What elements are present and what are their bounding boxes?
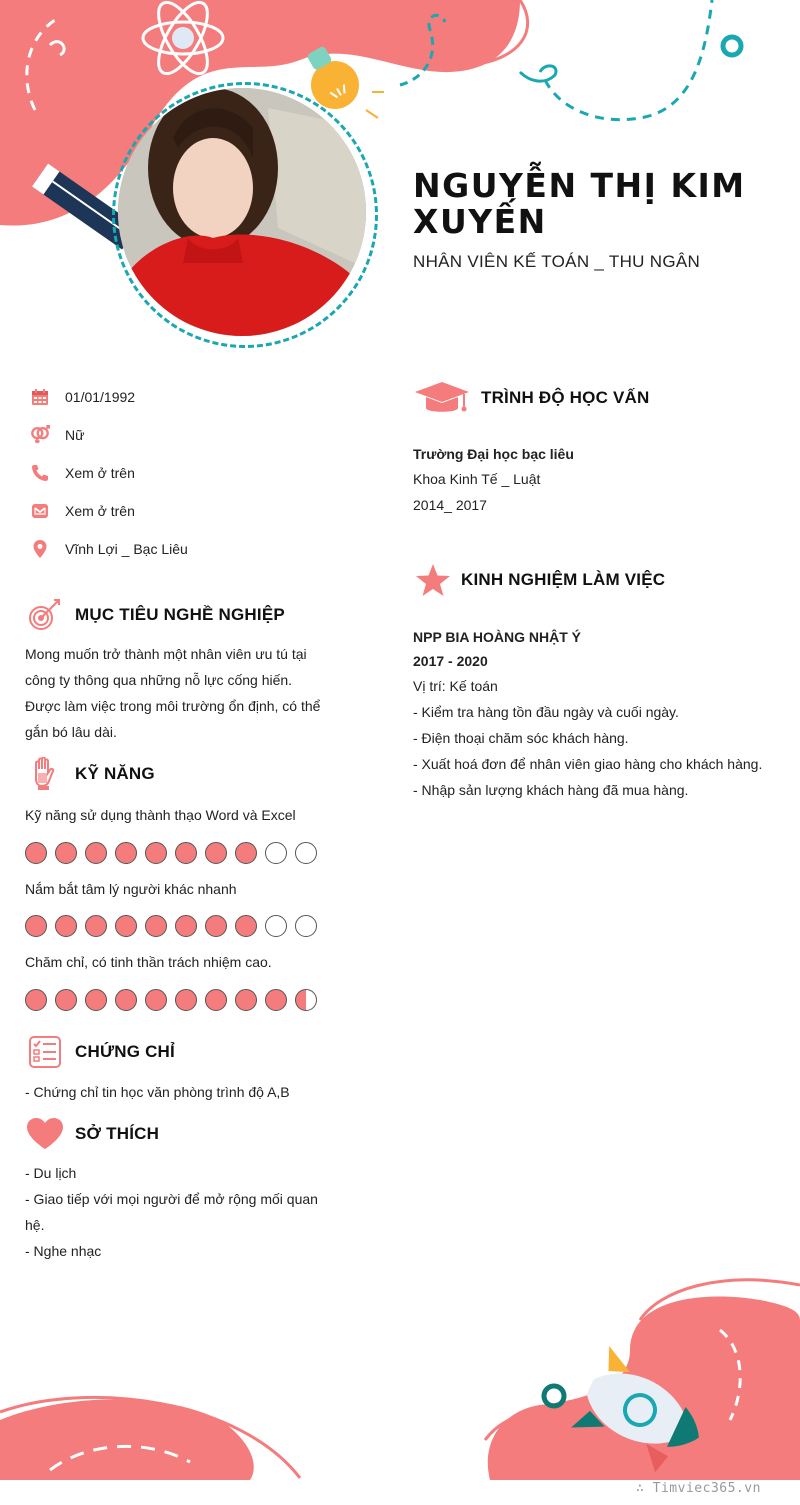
graduation-cap-icon <box>413 380 471 416</box>
email-value: Xem ở trên <box>65 503 135 519</box>
hand-icon <box>25 756 65 792</box>
rating-dot <box>235 842 257 864</box>
email-icon <box>30 501 50 521</box>
location-pin-icon <box>30 539 50 559</box>
rating-dot <box>115 989 137 1011</box>
certificate-item: - Chứng chỉ tin học văn phòng trình độ A,B <box>25 1084 290 1100</box>
objective-line: Mong muốn trở thành một nhân viên ưu tú tại <box>25 646 307 662</box>
rating-dot <box>25 842 47 864</box>
hobbies-heading <box>25 1116 159 1152</box>
candidate-name: NGUYỄN THỊ KIM XUYẾN <box>413 166 746 241</box>
rating-dot <box>25 915 47 937</box>
duty-item: - Nhập sản lượng khách hàng đã mua hàng. <box>413 782 689 798</box>
checklist-icon <box>25 1034 65 1070</box>
phone-value: Xem ở trên <box>65 465 135 481</box>
education-heading <box>413 380 649 416</box>
rating-dot <box>115 915 137 937</box>
hobby-line: - Du lịch <box>25 1165 77 1181</box>
rating-dot <box>295 915 317 937</box>
skill-rating <box>25 915 317 937</box>
rating-dot <box>85 842 107 864</box>
education-years: 2014_ 2017 <box>413 497 487 513</box>
rating-dot <box>175 915 197 937</box>
objective-line: Được làm việc trong môi trường ổn định, có thể <box>25 698 321 714</box>
skills-heading <box>25 756 155 792</box>
contact-address <box>30 537 188 561</box>
gender-icon <box>30 425 50 445</box>
rating-dot <box>145 915 167 937</box>
certificates-title: CHỨNG CHỈ <box>75 1042 175 1061</box>
bottom-left-blob <box>0 1399 254 1480</box>
contact-phone <box>30 461 135 485</box>
rating-dot <box>205 915 227 937</box>
objective-title: MỤC TIÊU NGHỀ NGHIỆP <box>75 605 285 624</box>
rating-dot <box>145 842 167 864</box>
rating-dot <box>235 989 257 1011</box>
experience-heading <box>413 562 665 598</box>
skills-title: KỸ NĂNG <box>75 764 155 783</box>
skill-label: Chăm chỉ, có tinh thần trách nhiệm cao. <box>25 954 272 970</box>
objective-line: gắn bó lâu dài. <box>25 724 117 740</box>
rating-dot <box>85 989 107 1011</box>
job-title: NHÂN VIÊN KẾ TOÁN _ THU NGÂN <box>413 252 701 271</box>
rating-dot <box>235 915 257 937</box>
rating-dot <box>55 915 77 937</box>
address-value: Vĩnh Lợi _ Bạc Liêu <box>65 541 188 557</box>
rating-dot <box>85 915 107 937</box>
heart-icon <box>25 1116 65 1152</box>
school-name: Trường Đại học bạc liêu <box>413 446 574 462</box>
target-icon <box>25 597 65 633</box>
rating-dot <box>25 989 47 1011</box>
objective-line: công ty thông qua những nỗ lực cống hiến. <box>25 672 293 688</box>
rating-dot <box>175 989 197 1011</box>
duty-item: - Xuất hoá đơn để nhân viên giao hàng cho khách hàng. <box>413 756 763 772</box>
objective-heading <box>25 597 285 633</box>
rating-dot <box>295 989 317 1011</box>
rating-dot <box>295 842 317 864</box>
education-title: TRÌNH ĐỘ HỌC VẤN <box>481 388 650 407</box>
job-position: Vị trí: Kế toán <box>413 678 498 694</box>
company-name: NPP BIA HOÀNG NHẬT Ý <box>413 629 582 645</box>
star-icon <box>413 562 453 598</box>
rating-dot <box>265 989 287 1011</box>
skill-label: Kỹ năng sử dụng thành thạo Word và Excel <box>25 807 296 823</box>
hobby-line: hệ. <box>25 1217 45 1233</box>
duty-item: - Kiểm tra hàng tồn đầu ngày và cuối ngày. <box>413 704 679 720</box>
calendar-icon <box>30 387 50 407</box>
rating-dot <box>55 842 77 864</box>
employment-period: 2017 - 2020 <box>413 653 488 669</box>
rating-dot <box>205 989 227 1011</box>
rating-dot <box>265 915 287 937</box>
rating-dot <box>145 989 167 1011</box>
contact-birthday <box>30 385 135 409</box>
experience-title: KINH NGHIỆM LÀM VIỆC <box>461 570 666 589</box>
rating-dot <box>265 842 287 864</box>
hobbies-title: SỞ THÍCH <box>75 1124 160 1143</box>
rating-dot <box>205 842 227 864</box>
phone-icon <box>30 463 50 483</box>
contact-email <box>30 499 135 523</box>
avatar <box>118 88 366 336</box>
hobbies-text <box>25 1160 325 1264</box>
certificates-heading <box>25 1034 175 1070</box>
skill-rating <box>25 842 317 864</box>
hobby-line: - Giao tiếp với mọi người để mở rộng mối quan <box>25 1191 318 1207</box>
hobby-line: - Nghe nhạc <box>25 1243 102 1259</box>
gender-value: Nữ <box>65 427 85 443</box>
rating-dot <box>175 842 197 864</box>
duty-item: - Điện thoại chăm sóc khách hàng. <box>413 730 629 746</box>
skill-rating <box>25 989 317 1011</box>
contact-gender <box>30 423 84 447</box>
objective-text <box>25 641 325 745</box>
faculty: Khoa Kinh Tế _ Luật <box>413 471 541 487</box>
rating-dot <box>115 842 137 864</box>
rating-dot <box>55 989 77 1011</box>
skill-label: Nắm bắt tâm lý người khác nhanh <box>25 881 237 897</box>
birthday-value: 01/01/1992 <box>65 389 136 405</box>
watermark: ∴ Timviec365.vn <box>636 1481 761 1496</box>
